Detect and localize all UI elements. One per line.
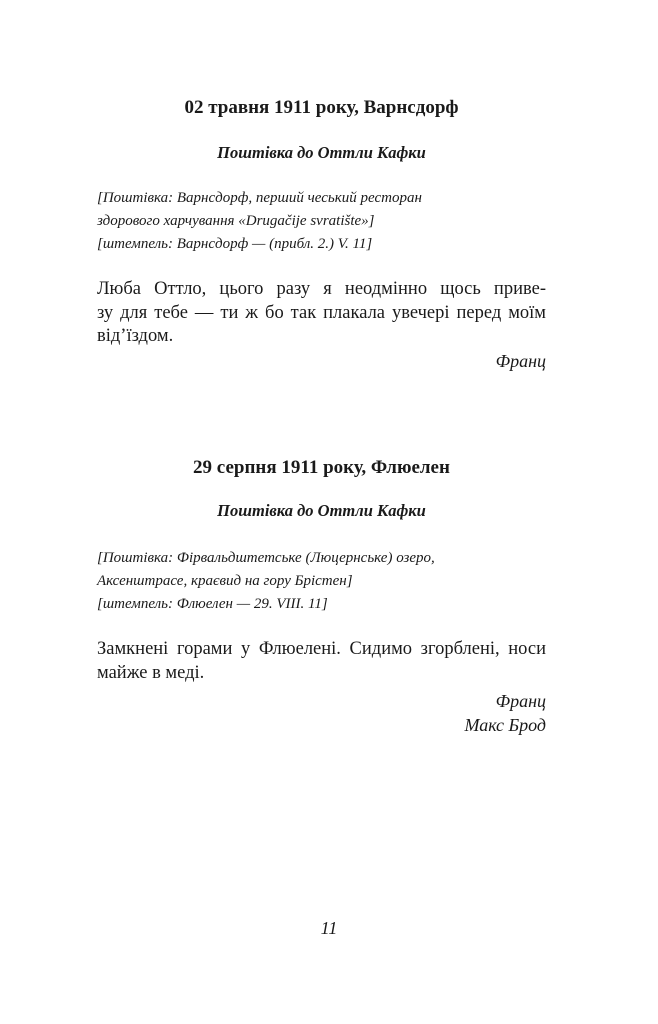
note-line: [Поштівка: Варнсдорф, перший чеський ресторан: [97, 190, 422, 206]
letter-entry-1: [97, 96, 546, 373]
note-line: [Поштівка: Фірвальдштетське (Люцернське) озеро,: [97, 550, 435, 566]
body-line: Замкнені горами у Флюелені. Сидимо згорблені, носи: [97, 639, 546, 659]
postcard-note: [97, 547, 546, 616]
entry-heading: 02 травня 1911 року, Варнсдорф: [184, 97, 459, 118]
letter-body: [97, 278, 546, 349]
note-line: Аксенштрасе, краєвид на гору Брістен]: [97, 573, 353, 589]
signature: Макс Брод: [464, 715, 546, 735]
body-line: Люба Оттло, цього разу я неодмінно щось приве-: [97, 279, 546, 299]
entry-subheading: Поштівка до Оттли Кафки: [217, 143, 426, 162]
postcard-note: [97, 187, 546, 256]
body-line: зу для тебе — ти ж бо так плакала увечері перед моїм: [97, 302, 546, 323]
note-line: здорового харчування «Drugačije svratište»]: [97, 213, 375, 229]
signature: Франц: [495, 691, 546, 711]
entry-subheading: Поштівка до Оттли Кафки: [217, 501, 426, 520]
body-line: майже в меді.: [97, 662, 205, 683]
letter-entry-2: [97, 456, 546, 737]
body-line: від’їздом.: [97, 326, 174, 346]
note-line: [штемпель: Флюелен — 29. VIII. 11]: [97, 596, 328, 612]
entry-heading: 29 серпня 1911 року, Флюелен: [193, 457, 450, 478]
note-line: [штемпель: Варнсдорф — (прибл. 2.) V. 11]: [97, 236, 373, 252]
page-number: 11: [320, 918, 338, 938]
signature: Франц: [495, 350, 546, 371]
letter-body: [97, 638, 546, 685]
